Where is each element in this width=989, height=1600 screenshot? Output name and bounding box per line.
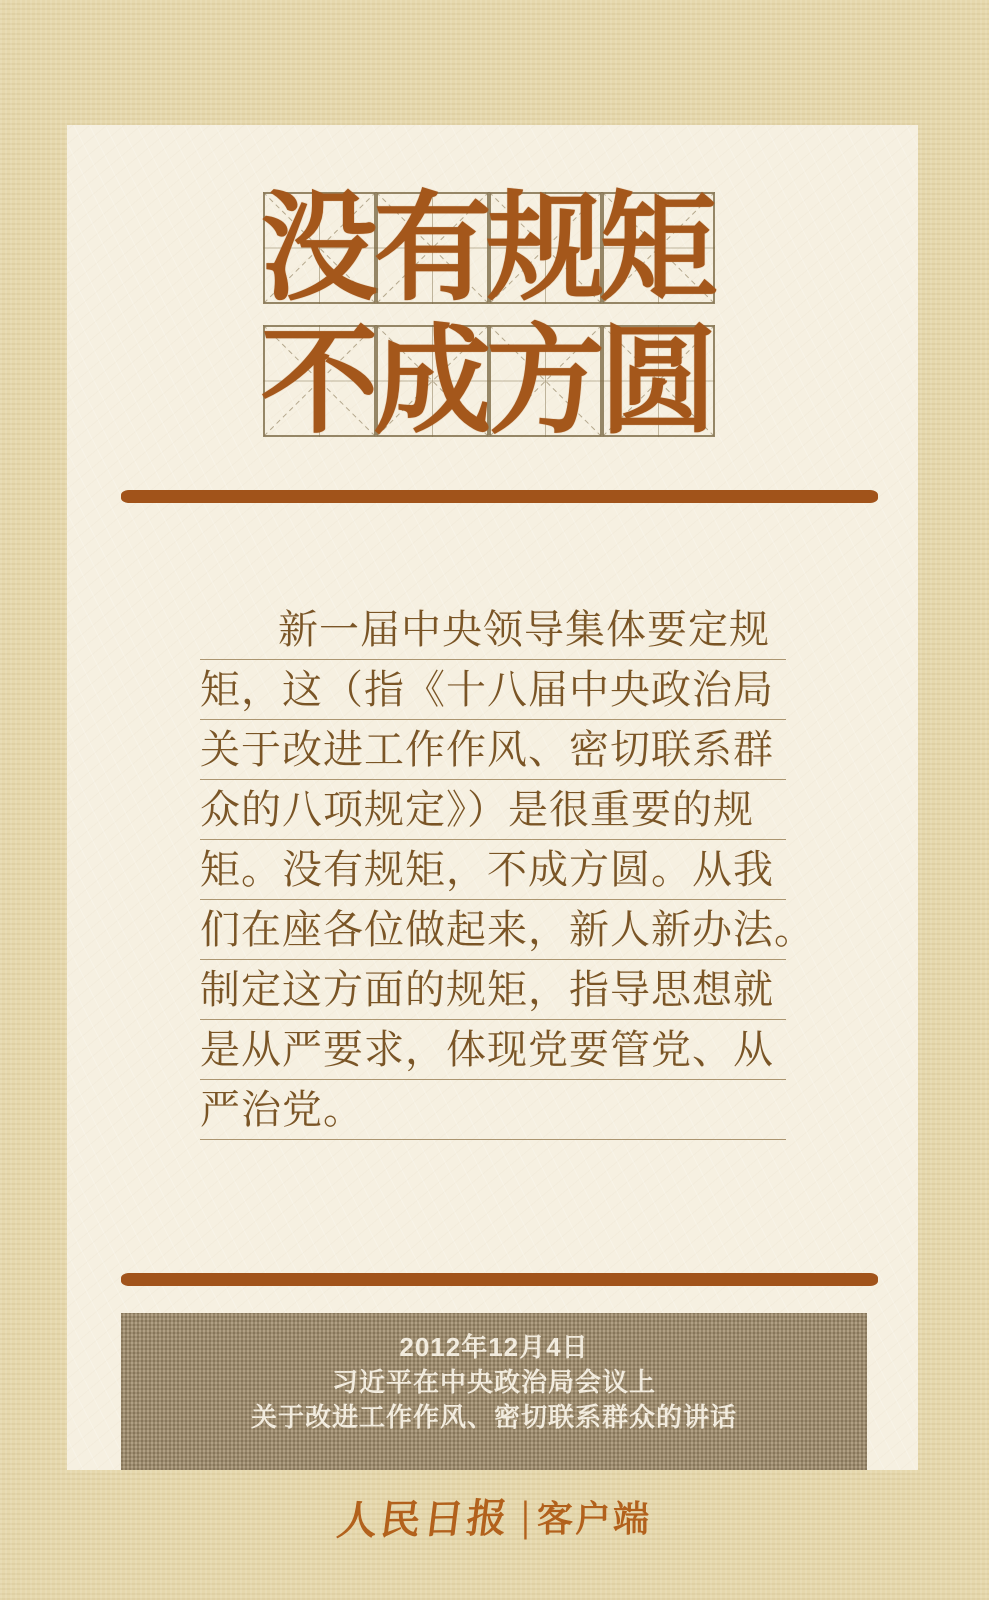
title-grid-cell	[486, 178, 605, 317]
title-character: 矩	[599, 178, 718, 317]
quote-line: 众的八项规定》）是很重要的规	[200, 780, 786, 840]
title-grid-cell	[260, 178, 379, 317]
quote-line: 严治党。	[200, 1080, 786, 1140]
logo-separator: |	[521, 1492, 530, 1540]
title-grid-cell	[599, 178, 718, 317]
title-grid-cell	[486, 311, 605, 450]
title-character: 规	[486, 178, 605, 317]
source-speaker: 习近平在中央政治局会议上	[331, 1367, 656, 1397]
peoples-daily-masthead: 人民日报	[334, 1494, 513, 1545]
bottom-divider	[121, 1273, 878, 1286]
title-grid-cell	[599, 311, 718, 450]
quote-line: 制定这方面的规矩，指导思想就	[200, 960, 786, 1020]
title-character: 有	[373, 178, 492, 317]
source-date: 2012年12月4日	[399, 1332, 589, 1362]
title-block	[260, 178, 718, 450]
quote-line: 矩。没有规矩，不成方圆。从我	[200, 840, 786, 900]
quote-line: 关于改进工作作风、密切联系群	[200, 720, 786, 780]
title-grid-cell	[373, 311, 492, 450]
source-topic: 关于改进工作作风、密切联系群众的讲话	[250, 1402, 737, 1432]
title-grid-cell	[373, 178, 492, 317]
top-divider	[121, 490, 878, 503]
quote-line: 们在座各位做起来，新人新办法。	[200, 900, 786, 960]
quote-line: 新一届中央领导集体要定规	[200, 600, 786, 660]
client-app-label: 客户端	[536, 1498, 651, 1539]
brand-logo	[0, 1488, 989, 1545]
title-character: 成	[373, 311, 492, 450]
title-row-1	[260, 178, 718, 317]
quote-line: 矩，这（指《十八届中央政治局	[200, 660, 786, 720]
title-character: 圆	[599, 311, 718, 450]
quote-line: 是从严要求，体现党要管党、从	[200, 1020, 786, 1080]
title-character: 方	[486, 311, 605, 450]
quote-card	[67, 125, 918, 1470]
quote-body	[200, 600, 815, 1140]
title-character: 不	[260, 311, 379, 450]
title-character: 没	[260, 178, 379, 317]
title-row-2	[260, 311, 718, 450]
source-attribution-box	[121, 1313, 867, 1470]
title-grid-cell	[260, 311, 379, 450]
